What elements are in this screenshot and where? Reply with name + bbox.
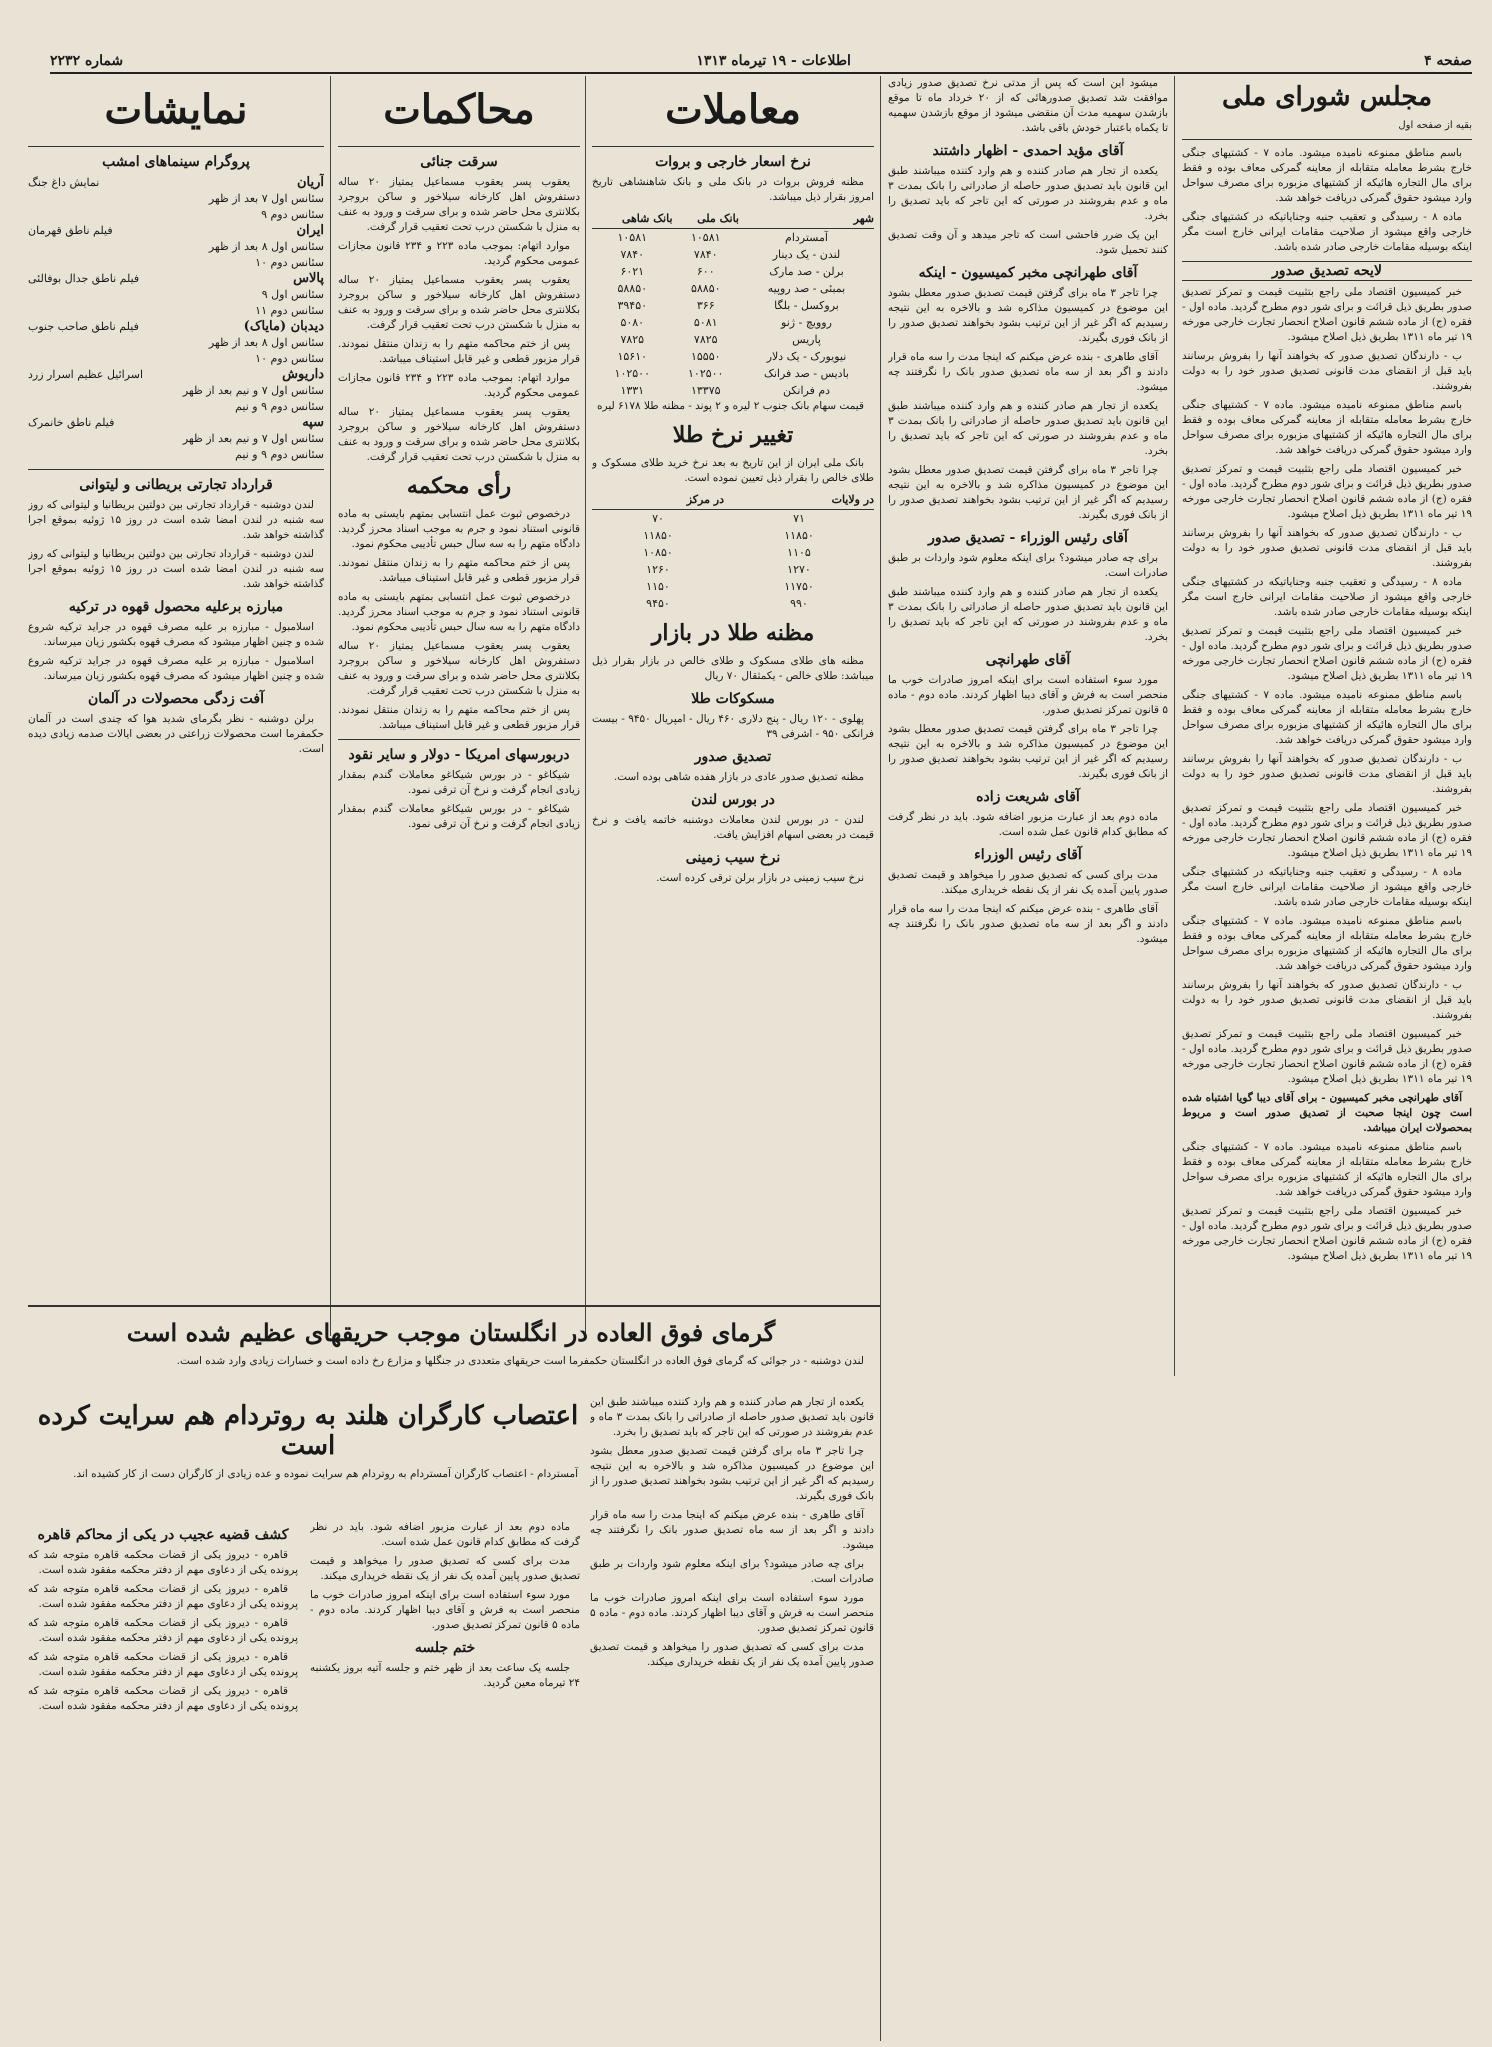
- cinema-program-title: پروگرام سینماهای امشب: [102, 154, 250, 170]
- cairo-headline: کشف قضیه عجیب در یکی از محاکم قاهره: [37, 1527, 289, 1543]
- paragraph: چرا تاجر ۳ ماه برای گرفتن قیمت تصدیق صدور معطل بشود این موضوع در کمیسیون مذاکره شد و بالاخره به این نتیجه رسیدیم که اگر غیر از این ترتیب بشود بخواهند تصدیق صدور را از بانک فوری بگیرند.: [888, 723, 1168, 780]
- potato-rate-title: نرخ سیب زمینی: [685, 850, 781, 866]
- paragraph: برلن دوشنبه - نظر بگرمای شدید هوا که چندی است در آلمان حکمفرما است محصولات زراعتی در بعضی ایالات صدمه زیادی دیده است.: [28, 713, 324, 755]
- cinema-listing: [28, 319, 324, 367]
- paragraph: یعقوب پسر یعقوب مسماعیل یمتیاز ۲۰ ساله دستفروش اهل کارخانه سیلاخور و ساکن بروجرد بکلانتری محل حاضر شده و برای سرقت و ورود به عنف به منزل با شکستن درب تحت تعقیب قرار گرفت.: [338, 406, 580, 463]
- paragraph: ماده ۸ - رسیدگی و تعقیب جنبه وجنایاتیکه در کشتیهای جنگی خارجی واقع میشود از صلاحیت مقامات ایرانی خارج است مگر اینکه بوسیله مقامات خارجی صادر شده باشد.: [1182, 866, 1472, 908]
- strike-article: [28, 1395, 588, 1515]
- paragraph: درخصوص ثبوت عمل انتسابی بمتهم بایستی به ماده قانونی استناد نمود و جرم به موجب اسناد محرز گردید. دادگاه متهم را به سه سال حبس تأدیبی محکوم نمود.: [338, 508, 580, 550]
- continued-note: بقیه از صفحه اول: [1398, 120, 1472, 131]
- cinema-name: ایران: [296, 223, 324, 238]
- table-row: ۱۱۰۵ ۱۰۸۵۰: [643, 546, 811, 559]
- paragraph: چرا تاجر ۳ ماه برای گرفتن قیمت تصدیق صدور معطل بشود این موضوع در کمیسیون مذاکره شد و بالاخره به این نتیجه رسیدیم که اگر غیر از این ترتیب بشود بخواهند تصدیق صدور را از بانک فوری بگیرند.: [888, 464, 1168, 521]
- paragraph: یکعده از تجار هم صادر کننده و هم وارد کننده میباشند طبق این قانون باید تصدیق صدور حاصله از صادراتی را بانک بمدت ۳ ماه و عدم بفروشند در صورتی که این تاجر که باید تصدیق را بخرد.: [888, 586, 1168, 643]
- coins-title: مسکوکات طلا: [691, 691, 775, 707]
- speaker-heading: آقای رئیس الوزراء: [974, 847, 1082, 863]
- column-rule: [330, 76, 331, 1336]
- rates-header: بانک ملی: [673, 209, 739, 229]
- gold-header: در مرکز: [592, 490, 724, 510]
- paragraph: بانک ملی ایران از این تاریخ به بعد نرخ خرید طلای مسکوک و طلای خالص را بقرار ذیل تعیین نموده است.: [592, 457, 874, 484]
- gold-rates-table: [592, 490, 874, 612]
- gold-header: در ولایات: [724, 490, 874, 510]
- speaker-heading: آقای مؤید احمدی - اظهار داشتند: [932, 143, 1124, 159]
- session-time: سئانس دوم ۱۱: [255, 304, 324, 317]
- paragraph: مظنه های طلای مسکوک و طلای خالص در بازار بقرار ذیل میباشد: طلای خالص - یکمثقال ۷۰ ریال: [592, 655, 874, 682]
- paragraph: آقای طاهری - بنده عرض میکنم که اینجا مدت را سه ماه قرار دادند و اگر بعد از سه ماه تصدیق صدور بانک را نگرفتند چه میشود.: [888, 903, 1168, 945]
- speaker-heading: آقای طهرانچی مخبر کمیسیون - اینکه: [918, 265, 1138, 281]
- speaker-heading: آقای شریعت زاده: [976, 789, 1080, 805]
- export-cert-title: تصدیق صدور: [694, 749, 772, 765]
- gold-rate-title: تغییر نرخ طلا: [672, 422, 794, 448]
- paragraph: خبر کمیسیون اقتصاد ملی راجع بتثبیت قیمت و تمرکز تصدیق صدور بطریق ذیل قرائت و برای شور دوم مطرح گردید. ماده اول - فقره (ج) از ماده ششم قانون اصلاح انحصار تجارت خارجی مورخه ۱۹ تیر ماه ۱۳۱۱ بطریق ذیل اصلاح میشود.: [1182, 463, 1472, 520]
- paragraph: لندن - در بورس لندن معاملات دوشنبه خاتمه یافت و نرخ قیمت در بعضی اسهام افزایش یافت.: [592, 814, 874, 841]
- heat-article: [28, 1312, 874, 1392]
- london-exchange-title: در بورس لندن: [691, 792, 775, 808]
- section-divider: [28, 1305, 880, 1307]
- column-parliament: [1182, 76, 1472, 2036]
- session-time: سئانس دوم ۱۰: [255, 256, 324, 269]
- paragraph: اسلامبول - مبارزه بر علیه مصرف قهوه در جراید ترکیه شروع شده و چنین اظهار میشود که مصرف قهوه بکشور زیان میرساند.: [28, 655, 324, 682]
- table-row: پاریس ۷۸۲۵ ۷۸۲۵: [620, 333, 821, 346]
- session-time: سئانس اول ۹: [261, 288, 324, 301]
- paragraph: ماده ۸ - رسیدگی و تعقیب جنبه وجنایاتیکه در کشتیهای جنگی خارجی واقع میشود از صلاحیت مقامات ایرانی خارج است مگر اینکه بوسیله مقامات خارجی صادر شده باشد.: [1182, 576, 1472, 618]
- table-row: بروکسل - بلگا ۳۶۶ ۳۹۴۵۰: [617, 299, 839, 312]
- paragraph: مدت برای کسی که تصدیق صدور را میخواهد و قیمت تصدیق صدور پایین آمده یک نفر از یک نقطه خریداری میکند.: [888, 869, 1168, 896]
- paragraph: ب - دارندگان تصدیق صدور که بخواهند آنها را بفروش برسانند باید قبل از انقضای مدت قانونی تصدیق صدور خود را به دولت بفروشند.: [1182, 350, 1472, 392]
- paragraph: آقای طاهری - بنده عرض میکنم که اینجا مدت را سه ماه قرار دادند و اگر بعد از سه ماه تصدیق صدور بانک را نگرفتند چه میشود.: [590, 1509, 874, 1551]
- table-row: برلن - صد مارک ۶۰۰ ۶۰۲۱: [620, 265, 844, 278]
- table-row: آمستردام ۱۰۵۸۱ ۱۰۵۸۱: [617, 231, 828, 244]
- rates-note: مظنه فروش بروات در بانک ملی و بانک شاهنشاهی تاریخ امروز بقرار ذیل میباشد.: [592, 176, 874, 203]
- trade-agreement-title: قرارداد تجارتی بریطانی و لیتوانی: [79, 477, 273, 493]
- paragraph: مورد سوء استفاده است برای اینکه امروز صادرات خوب ما منحصر است به فرش و آقای دیبا اظهار کردند. ماده دوم - ماده ۵ قانون تمرکز تصدیق صدور.: [888, 674, 1168, 716]
- column-rule: [585, 76, 586, 1336]
- paragraph: یعقوب پسر یعقوب مسماعیل یمتیاز ۲۰ ساله دستفروش اهل کارخانه سیلاخور و ساکن بروجرد بکلانتری محل حاضر شده و برای سرقت و ورود به عنف به منزل با شکستن درب تحت تعقیب قرار گرفت.: [338, 176, 580, 233]
- paragraph: پس از ختم محاکمه متهم را به زندان منتقل نمودند. قرار مزبور قطعی و غیر قابل استیناف میباشد.: [338, 338, 580, 365]
- paragraph: یعقوب پسر یعقوب مسماعیل یمتیاز ۲۰ ساله دستفروش اهل کارخانه سیلاخور و ساکن بروجرد بکلانتری محل حاضر شده و برای سرقت و ورود به عنف به منزل با شکستن درب تحت تعقیب قرار گرفت.: [338, 274, 580, 331]
- column-rule: [880, 76, 881, 2041]
- table-row: بادیس - صد فرانک ۱۰۲۵۰۰ ۱۰۲۵۰۰: [614, 367, 849, 380]
- column-transactions: [592, 76, 874, 1326]
- paragraph: قاهره - دیروز یکی از قضات محکمه قاهره متوجه شد که پرونده یکی از دعاوی مهم از دفتر محکمه مفقود شده است.: [28, 1549, 298, 1576]
- paragraph: مدت برای کسی که تصدیق صدور را میخواهد و قیمت تصدیق صدور پایین آمده یک نفر از یک نقطه خریداری میکند.: [590, 1641, 874, 1668]
- session-end-title: ختم جلسه: [414, 1640, 476, 1656]
- table-row: ۱۲۷۰ ۱۲۶۰: [646, 563, 811, 576]
- bazaar-gold-title: مظنه طلا در بازار: [651, 620, 815, 646]
- table-row: لندن - یک دینار ۷۸۴۰ ۷۸۴۰: [620, 248, 841, 261]
- paragraph: لندن دوشنبه - در جوائی که گرمای فوق العاده در انگلستان حکمفرما است حریقهای متعددی در جنگلها و مزارع رخ داده است و خسارات زیادی وارد شده است.: [176, 1355, 864, 1367]
- paragraph: خبر کمیسیون اقتصاد ملی راجع بتثبیت قیمت و تمرکز تصدیق صدور بطریق ذیل قرائت و برای شور دوم مطرح گردید. ماده اول - فقره (ج) از ماده ششم قانون اصلاح انحصار تجارت خارجی مورخه ۱۹ تیر ماه ۱۳۱۱ بطریق ذیل اصلاح میشود.: [1182, 286, 1472, 343]
- shows-title: نمایشات: [104, 86, 248, 133]
- trials-title: محاکمات: [383, 86, 535, 133]
- exchange-rates-table: [592, 209, 874, 399]
- paragraph: خبر کمیسیون اقتصاد ملی راجع بتثبیت قیمت و تمرکز تصدیق صدور بطریق ذیل قرائت و برای شور دوم مطرح گردید. ماده اول - فقره (ج) از ماده ششم قانون اصلاح انحصار تجارت خارجی مورخه ۱۹ تیر ماه ۱۳۱۱ بطریق ذیل اصلاح میشود.: [1182, 625, 1472, 682]
- session-time: سئانس اول ۷ و نیم بعد از ظهر: [182, 384, 324, 397]
- cinema-listing: [28, 367, 324, 415]
- paragraph: خبر کمیسیون اقتصاد ملی راجع بتثبیت قیمت و تمرکز تصدیق صدور بطریق ذیل قرائت و برای شور دوم مطرح گردید. ماده اول - فقره (ج) از ماده ششم قانون اصلاح انحصار تجارت خارجی مورخه ۱۹ تیر ماه ۱۳۱۱ بطریق ذیل اصلاح میشود.: [1182, 802, 1472, 859]
- paragraph: یکعده از تجار هم صادر کننده و هم وارد کننده میباشند طبق این قانون باید تصدیق صدور حاصله از صادراتی را بانک بمدت ۳ ماه و عدم بفروشند در صورتی که این تاجر که باید تصدیق را بخرد.: [888, 400, 1168, 457]
- session-time: سئانس دوم ۹: [261, 208, 324, 221]
- table-row: بمبئی - صد روپیه ۵۸۸۵۰ ۵۸۸۵۰: [617, 282, 846, 295]
- paragraph: باسم مناطق ممنوعه نامیده میشود. ماده ۷ - کشتیهای جنگی خارج بشرط معامله متقابله از معاینه گمرکی معاف بوده و فقط برای مال التجاره هائیکه از کشتیهای مزبوره برای مصرف سواحل وارد میشود حقوق گمرکی دریافت خواهد شد.: [1182, 915, 1472, 972]
- speaker-heading: آقای رئیس الوزراء - تصدیق صدور: [928, 530, 1128, 546]
- cinema-name: داریوش: [282, 367, 324, 382]
- table-row: روویچ - ژنو ۵۰۸۱ ۵۰۸۰: [620, 316, 832, 329]
- session-time: سئانس اول ۷ و نیم بعد از ظهر: [182, 432, 324, 445]
- robbery-title: سرقت جنائی: [420, 154, 498, 170]
- verdict-title: رأی محکمه: [406, 473, 512, 499]
- paragraph: باسم مناطق ممنوعه نامیده میشود. ماده ۷ - کشتیهای جنگی خارج بشرط معامله متقابله از معاینه گمرکی معاف بوده و فقط برای مال التجاره هائیکه از کشتیهای مزبوره برای مصرف سواحل وارد میشود حقوق گمرکی دریافت خواهد شد.: [1182, 689, 1472, 746]
- column-debate: [888, 76, 1168, 2036]
- cairo-article: [28, 1520, 298, 1980]
- paragraph: این یک ضرر فاحشی است که تاجر میدهد و آن وقت تصدیق کنند تحمیل شود.: [888, 229, 1168, 256]
- paragraph: میشود این است که پس از مدتی نرخ تصدیق صدور زیادی موافقت شد تصدیق صدورهائی که از ۲۰ خرداد ماه تا موقع بازشدن سهمیه مدت آن منقضی میشود از موقع بازشدن سهمیه تا یکماه باعتبار خودش باقی باشد.: [888, 77, 1168, 134]
- paragraph: اسلامبول - مبارزه بر علیه مصرف قهوه در جراید ترکیه شروع شده و چنین اظهار میشود که مصرف قهوه بکشور زیان میرساند.: [28, 621, 324, 648]
- paragraph: خبر کمیسیون اقتصاد ملی راجع بتثبیت قیمت و تمرکز تصدیق صدور بطریق ذیل قرائت و برای شور دوم مطرح گردید. ماده اول - فقره (ج) از ماده ششم قانون اصلاح انحصار تجارت خارجی مورخه ۱۹ تیر ماه ۱۳۱۱ بطریق ذیل اصلاح میشود.: [1182, 1028, 1472, 1085]
- paragraph: آقای طهرانچی مخبر کمیسیون - برای آقای دیبا گویا اشتباه شده است چون اینجا صحبت از تصدیق صدور است و مربوط بمحصولات ایران میباشد.: [1182, 1092, 1472, 1134]
- film-title: اسرائیل عظیم اسرار زرد: [28, 368, 144, 381]
- paragraph: ب - دارندگان تصدیق صدور که بخواهند آنها را بفروش برسانند باید قبل از انقضای مدت قانونی تصدیق صدور خود را به دولت بفروشند.: [1182, 979, 1472, 1021]
- cinema-name: دیدبان (مایاک): [243, 319, 324, 334]
- paragraph: موارد اتهام: بموجب ماده ۲۲۳ و ۲۳۴ قانون مجازات عمومی محکوم گردید.: [338, 240, 580, 267]
- exchange-rates-title: نرخ اسعار خارجی و بروات: [655, 154, 811, 170]
- film-title: فیلم ناطق قهرمان: [28, 224, 113, 237]
- paragraph: لندن دوشنبه - قرارداد تجارتی بین دولتین بریطانیا و لیتوانی که روز سه شنبه در لندن امضا شده است در روز ۱۵ ژوئیه بموقع اجرا گذاشته خواهد شد.: [28, 499, 324, 541]
- transactions-title: معاملات: [665, 86, 801, 133]
- cinema-listing: [28, 415, 324, 463]
- paragraph: پهلوی - ۱۲۰ ریال - پنج دلاری ۴۶۰ ریال - امپریال ۹۴۵۰ - بیست فرانکی ۹۵۰ - اشرفی ۳۹: [592, 713, 874, 740]
- table-row: نیویورک - یک دلار ۱۵۵۵۰ ۱۵۶۱۰: [617, 350, 847, 363]
- column-rule: [1174, 76, 1175, 1376]
- paragraph: شیکاغو - در بورس شیکاغو معاملات گندم بمقدار زیادی انجام گرفت و نرخ آن ترقی نمود.: [338, 769, 580, 796]
- cinema-listing: [28, 175, 324, 223]
- cinema-listing: [28, 271, 324, 319]
- paragraph: قاهره - دیروز یکی از قضات محکمه قاهره متوجه شد که پرونده یکی از دعاوی مهم از دفتر محکمه مفقود شده است.: [28, 1651, 298, 1678]
- paragraph: مظنه تصدیق صدور عادی در بازار هفده شاهی بوده است.: [613, 771, 864, 783]
- cinema-listing: [28, 223, 324, 271]
- speaker-heading: آقای طهرانچی: [985, 652, 1071, 668]
- film-title: فیلم ناطق خانمرک: [28, 416, 115, 429]
- paragraph: پس از ختم محاکمه متهم را به زندان منتقل نمودند. قرار مزبور قطعی و غیر قابل استیناف میباشد.: [338, 704, 580, 731]
- film-title: فیلم ناطق صاحب جنوب: [28, 320, 139, 333]
- column-debate-cont: [590, 1395, 874, 1980]
- paragraph: برای چه صادر میشود؟ برای اینکه معلوم شود واردات بر طبق صادرات است.: [590, 1558, 874, 1585]
- paragraph: قاهره - دیروز یکی از قضات محکمه قاهره متوجه شد که پرونده یکی از دعاوی مهم از دفتر محکمه مفقود شده است.: [28, 1685, 298, 1712]
- film-title: فیلم ناطق جدال بوفالئی: [28, 272, 140, 285]
- paragraph: نرخ سیب زمینی در بازار برلن ترقی کرده است.: [656, 872, 864, 884]
- paragraph: قاهره - دیروز یکی از قضات محکمه قاهره متوجه شد که پرونده یکی از دعاوی مهم از دفتر محکمه مفقود شده است.: [28, 1617, 298, 1644]
- paragraph: موارد اتهام: بموجب ماده ۲۲۳ و ۲۳۴ قانون مجازات عمومی محکوم گردید.: [338, 372, 580, 399]
- film-title: نمایش داغ جنگ: [28, 176, 100, 189]
- session-time: سئانس اول ۸ بعد از ظهر: [208, 336, 324, 349]
- paragraph: خبر کمیسیون اقتصاد ملی راجع بتثبیت قیمت و تمرکز تصدیق صدور بطریق ذیل قرائت و برای شور دوم مطرح گردید. ماده اول - فقره (ج) از ماده ششم قانون اصلاح انحصار تجارت خارجی مورخه ۱۹ تیر ماه ۱۳۱۱ بطریق ذیل اصلاح میشود.: [1182, 1205, 1472, 1262]
- paragraph: یکعده از تجار هم صادر کننده و هم وارد کننده میباشند طبق این قانون باید تصدیق صدور حاصله از صادراتی را بانک بمدت ۳ ماه و عدم بفروشند در صورتی که این تاجر که باید تصدیق را بخرد.: [590, 1396, 874, 1438]
- paragraph: مدت برای کسی که تصدیق صدور را میخواهد و قیمت تصدیق صدور پایین آمده یک نفر از یک نقطه خریداری میکند.: [310, 1555, 580, 1582]
- paragraph: ماده دوم بعد از عبارت مزبور اضافه شود. باید در نظر گرفت که مطابق کدام قانون عمل شده است.: [310, 1521, 580, 1548]
- cinema-name: پالاس: [293, 271, 324, 286]
- column-shows: [28, 76, 324, 1326]
- issue-number: شماره ۲۲۳۲: [50, 53, 124, 69]
- paragraph: پس از ختم محاکمه متهم را به زندان منتقل نمودند. قرار مزبور قطعی و غیر قابل استیناف میباشد.: [338, 557, 580, 584]
- paragraph: مورد سوء استفاده است برای اینکه امروز صادرات خوب ما منحصر است به فرش و آقای دیبا اظهار کردند. ماده دوم - ماده ۵ قانون تمرکز تصدیق صدور.: [310, 1589, 580, 1631]
- gold-note: قیمت سهام بانک جنوب ۲ لیره و ۲ پوند - مظنه طلا ۶۱۷۸ لیره: [597, 400, 864, 412]
- paragraph: برای چه صادر میشود؟ برای اینکه معلوم شود واردات بر طبق صادرات است.: [888, 552, 1168, 579]
- paragraph: قاهره - دیروز یکی از قضات محکمه قاهره متوجه شد که پرونده یکی از دعاوی مهم از دفتر محکمه مفقود شده است.: [28, 1583, 298, 1610]
- paragraph: لندن دوشنبه - قرارداد تجارتی بین دولتین بریطانیا و لیتوانی که روز سه شنبه در لندن امضا شده است در روز ۱۵ ژوئیه بموقع اجرا گذاشته خواهد شد.: [28, 548, 324, 590]
- paragraph: آقای طاهری - بنده عرض میکنم که اینجا مدت را سه ماه قرار دادند و اگر بعد از سه ماه تصدیق صدور بانک را نگرفتند چه میشود.: [888, 351, 1168, 393]
- paragraph: باسم مناطق ممنوعه نامیده میشود. ماده ۷ - کشتیهای جنگی خارج بشرط معامله متقابله از معاینه گمرکی معاف بوده و فقط برای مال التجاره هائیکه از کشتیهای مزبوره برای مصرف سواحل وارد میشود حقوق گمرکی دریافت خواهد شد.: [1182, 1141, 1472, 1198]
- session-time: سئانس اول ۸ بعد از ظهر: [208, 240, 324, 253]
- coffee-title: مبارزه برعلیه محصول قهوه در ترکیه: [68, 599, 284, 615]
- paragraph: ب - دارندگان تصدیق صدور که بخواهند آنها را بفروش برسانند باید قبل از انقضای مدت قانونی تصدیق صدور خود را به دولت بفروشند.: [1182, 527, 1472, 569]
- table-row: ۷۱ ۷۰: [652, 512, 805, 525]
- paragraph: یعقوب پسر یعقوب مسماعیل یمتیاز ۲۰ ساله دستفروش اهل کارخانه سیلاخور و ساکن بروجرد بکلانتری محل حاضر شده و برای سرقت و ورود به عنف به منزل با شکستن درب تحت تعقیب قرار گرفت.: [338, 640, 580, 697]
- america-exchange-title: دربورسهای امریکا - دولار و سایر نقود: [348, 747, 570, 763]
- session-time: سئانس دوم ۹ و نیم: [235, 448, 324, 461]
- paragraph: ماده ۸ - رسیدگی و تعقیب جنبه وجنایاتیکه در کشتیهای جنگی خارجی واقع میشود از صلاحیت مقامات ایرانی خارج است مگر اینکه بوسیله مقامات خارجی صادر شده باشد.: [1182, 211, 1472, 253]
- paragraph: یکعده از تجار هم صادر کننده و هم وارد کننده میباشند طبق این قانون باید تصدیق صدور حاصله از صادراتی را بانک بمدت ۳ ماه و عدم بفروشند در صورتی که این تاجر که باید تصدیق را بخرد.: [888, 165, 1168, 222]
- paragraph: چرا تاجر ۳ ماه برای گرفتن قیمت تصدیق صدور معطل بشود این موضوع در کمیسیون مذاکره شد و بالاخره به این نتیجه رسیدیم که اگر غیر از این ترتیب بشود بخواهند تصدیق صدور را از بانک فوری بگیرند.: [888, 287, 1168, 344]
- paragraph: شیکاغو - در بورس شیکاغو معاملات گندم بمقدار زیادی انجام گرفت و نرخ آن ترقی نمود.: [338, 803, 580, 830]
- table-row: ۱۱۸۵۰ ۱۱۸۵۰: [643, 529, 814, 542]
- session-time: سئانس دوم ۹ و نیم: [235, 400, 324, 413]
- paragraph: مورد سوء استفاده است برای اینکه امروز صادرات خوب ما منحصر است به فرش و آقای دیبا اظهار کردند. ماده دوم - ماده ۵ قانون تمرکز تصدیق صدور.: [590, 1592, 874, 1634]
- table-row: دم فرانکن ۱۳۳۷۵ ۱۳۳۱: [620, 384, 831, 397]
- paragraph: درخصوص ثبوت عمل انتسابی بمتهم بایستی به ماده قانونی استناد نمود و جرم به موجب اسناد محرز گردید. دادگاه متهم را به سه سال حبس تأدیبی محکوم نمود.: [338, 591, 580, 633]
- parliament-title: مجلس شورای ملی: [1221, 82, 1433, 112]
- paragraph: ب - دارندگان تصدیق صدور که بخواهند آنها را بفروش برسانند باید قبل از انقضای مدت قانونی تصدیق صدور خود را به دولت بفروشند.: [1182, 753, 1472, 795]
- session-end-article: [310, 1520, 580, 1980]
- strike-headline: اعتصاب کارگران هلند به روتردام هم سرایت کرده است: [37, 1401, 579, 1461]
- heat-headline: گرمای فوق العاده در انگلستان موجب حریقهای عظیم شده است: [126, 1318, 776, 1347]
- paragraph: باسم مناطق ممنوعه نامیده میشود. ماده ۷ - کشتیهای جنگی خارج بشرط معامله متقابله از معاینه گمرکی معاف بوده و فقط برای مال التجاره هائیکه از کشتیهای مزبوره برای مصرف سواحل وارد میشود حقوق گمرکی دریافت خواهد شد.: [1182, 399, 1472, 456]
- session-time: سئانس دوم ۱۰: [255, 352, 324, 365]
- export-bill-subtitle: لایحه تصدیق صدور: [1182, 261, 1472, 281]
- column-trials: [338, 76, 580, 1326]
- rates-header: بانک شاهی: [592, 209, 673, 229]
- table-row: ۱۱۷۵۰ ۱۱۵۰: [646, 580, 814, 593]
- crop-blight-title: آفت زدگی محصولات در آلمان: [87, 691, 265, 707]
- rates-header: شهر: [739, 209, 874, 229]
- paragraph: چرا تاجر ۳ ماه برای گرفتن قیمت تصدیق صدور معطل بشود این موضوع در کمیسیون مذاکره شد و بالاخره به این نتیجه رسیدیم که اگر غیر از این ترتیب بشود بخواهند تصدیق صدور را از بانک فوری بگیرند.: [590, 1445, 874, 1502]
- cinema-name: سپه: [302, 415, 324, 430]
- paragraph: باسم مناطق ممنوعه نامیده میشود. ماده ۷ - کشتیهای جنگی خارج بشرط معامله متقابله از معاینه گمرکی معاف بوده و فقط برای مال التجاره هائیکه از کشتیهای مزبوره برای مصرف سواحل وارد میشود حقوق گمرکی دریافت خواهد شد.: [1182, 147, 1472, 204]
- paragraph: جلسه یک ساعت بعد از ظهر ختم و جلسه آتیه بروز یکشنبه ۲۴ تیرماه معین گردید.: [310, 1662, 580, 1689]
- session-time: سئانس اول ۷ بعد از ظهر: [208, 192, 324, 205]
- table-row: ۹۹۰ ۹۴۵۰: [646, 597, 808, 610]
- cinema-name: آریان: [296, 175, 324, 190]
- paragraph: ماده دوم بعد از عبارت مزبور اضافه شود. باید در نظر گرفت که مطابق کدام قانون عمل شده است.: [888, 811, 1168, 838]
- page-header: [50, 50, 1472, 74]
- page-number: صفحه ۴: [1424, 53, 1472, 69]
- paragraph: آمستردام - اعتصاب کارگران آمستردام به روتردام هم سرایت نموده و عده زیادی از کارگران دست از کار کشیده اند.: [73, 1468, 578, 1480]
- paper-date: اطلاعات - ۱۹ تیرماه ۱۳۱۳: [696, 53, 851, 69]
